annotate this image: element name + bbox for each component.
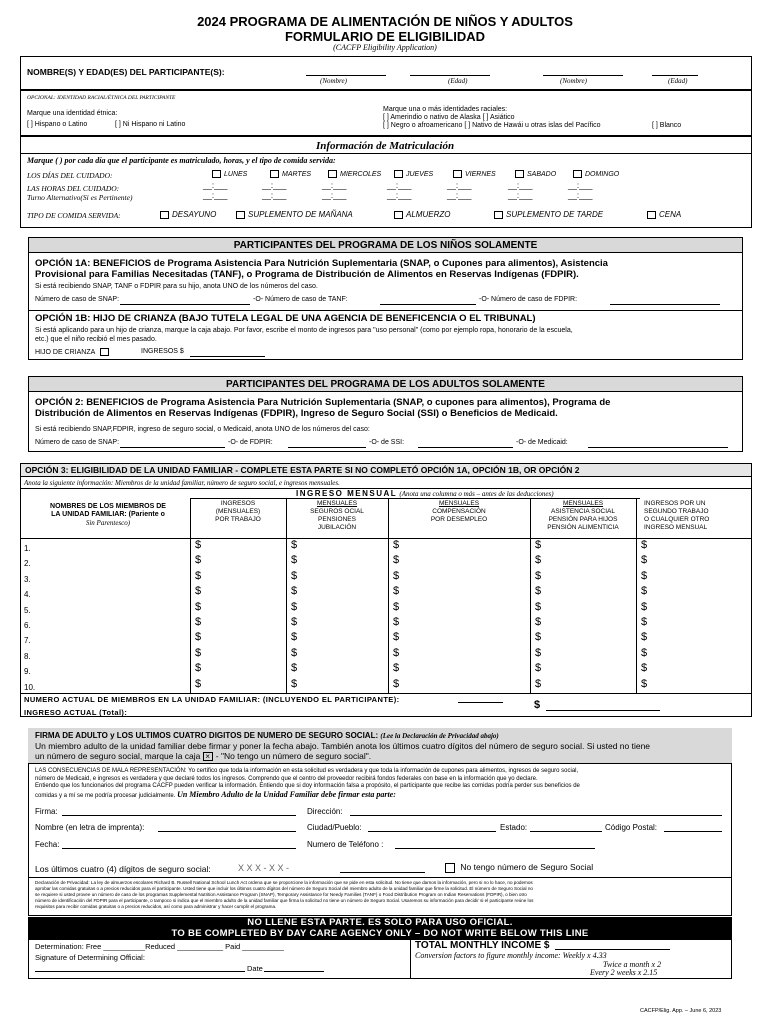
household-member-name-field[interactable]	[40, 647, 188, 660]
option-1a-line2: Provisional para Familias Necesitadas (TANF), o Programa de Distribución de Alimentos en Reservas Indígenas (FDPIR).	[35, 269, 579, 280]
income-cell[interactable]: $	[291, 646, 298, 659]
snap-case-field[interactable]	[120, 304, 250, 305]
col-work-income: INGRESOS (MENSUALES) POR TRABAJO	[215, 500, 261, 523]
adults-bar: PARTICIPANTES DEL PROGRAMA DE LOS ADULTOS SOLAMENTE	[28, 376, 743, 392]
income-cell[interactable]: $	[291, 616, 298, 628]
codigo-label: Código Postal:	[605, 823, 658, 832]
income-cell[interactable]: $	[291, 631, 298, 644]
col-members-line3: Sin Parentesco)	[85, 519, 131, 527]
total-members-field[interactable]	[458, 702, 503, 703]
signature-title: FIRMA DE ADULTO y LOS ULTIMOS CUATRO DIGITOS DE NUMERO DE SEGURO SOCIAL: (Lee la Declaración de Privacidad abajo)	[35, 731, 499, 740]
direccion-field[interactable]	[350, 815, 722, 816]
conversion-twice-month: Twice a month x 2	[603, 960, 662, 969]
household-row-number: 8.	[24, 651, 31, 661]
option-2-line2: Distribución de Alimentos en Reservas Indígenas (FDPIR), Ingreso de Seguro Social (SSI) o Beneficios de Medicaid.	[35, 408, 558, 419]
nombre-field[interactable]	[158, 831, 296, 832]
income-cell[interactable]: $	[291, 569, 298, 582]
meal-breakfast[interactable]: DESAYUNO	[160, 210, 216, 219]
income-header: INGRESO MENSUAL (Anota una columna o más – antes de las deducciones)	[296, 489, 554, 498]
income-cell[interactable]: $	[393, 646, 400, 659]
consequences-line1: LAS CONSECUENCIAS DE MALA REPRESENTACIÓN: Yo certifico que toda la información en esta solicitud es verdadera y que toda la información de cupones para alimentos, ingresos de seguro social,	[35, 768, 579, 774]
race-options-2[interactable]: [ ] Negro o afroamericano [ ] Nativo de Hawái u otras islas del Pacífico	[383, 122, 601, 129]
official-use-bar: NO LLENE ESTA PARTE. ES SOLO PARA USO OFICIAL. TO BE COMPLETED BY DAY CARE AGENCY ONLY – DO NOT WRITE BELOW THIS LINE	[28, 917, 732, 939]
day-wednesday[interactable]: MIERCOLES	[328, 170, 381, 178]
household-row-number: 3.	[24, 574, 31, 584]
option-1b-title: OPCIÓN 1B: HIJO DE CRIANZA (BAJO TUTELA LEGAL DE UNA AGENCIA DE BENEFICENCIA O EL TRIBUNAL)	[35, 313, 536, 324]
income-cell[interactable]: $	[535, 569, 542, 582]
income-cell[interactable]: $	[641, 600, 648, 613]
option-3-instructions: Anota la siguiente información: Miembros de la unidad familiar, número de seguro social, e ingresos mensuales.	[24, 479, 340, 487]
household-member-name-field[interactable]	[40, 678, 188, 691]
race-option-white[interactable]: [ ] Blanco	[652, 122, 682, 129]
income-cell[interactable]: $	[393, 616, 400, 628]
household-row-number: 9.	[24, 667, 31, 677]
day-thursday[interactable]: JUEVES	[394, 170, 433, 178]
income-cell[interactable]: $	[195, 554, 202, 567]
adult-fdpir-field[interactable]	[288, 447, 366, 448]
adult-ssi-field[interactable]	[418, 447, 513, 448]
household-member-name-field[interactable]	[40, 662, 188, 675]
actual-income-label: INGRESO ACTUAL (Total):	[24, 708, 128, 717]
income-cell[interactable]: $	[291, 677, 298, 690]
income-cell[interactable]: $	[195, 677, 202, 690]
total-monthly-field[interactable]	[555, 949, 670, 950]
col-edad-2: (Edad)	[668, 77, 688, 85]
consequences-line4: comidas y a mí se me podría procesar judicialmente. Un Miembro Adulto de la Unidad Familiar debe firmar esta parte:	[35, 790, 396, 799]
total-monthly-income: TOTAL MONTHLY INCOME $	[415, 940, 550, 951]
not-hispanic-option[interactable]: [ ] Ni Hispano ni Latino	[115, 121, 186, 128]
page-title: 2024 PROGRAMA DE ALIMENTACIÓN DE NIÑOS Y ADULTOS	[197, 14, 573, 29]
race-options-1[interactable]: [ ] Amerindio o nativo de Alaska [ ] Asiático	[383, 114, 515, 121]
income-cell[interactable]: $	[195, 539, 202, 551]
income-cell[interactable]: $	[535, 585, 542, 598]
day-monday[interactable]: LUNES	[212, 170, 247, 178]
income-cell[interactable]: $	[393, 600, 400, 613]
hispanic-option[interactable]: [ ] Hispano o Latino	[27, 121, 88, 128]
adult-medicaid-label: -O- de Medicaid:	[516, 439, 568, 446]
household-row-number: 4.	[24, 590, 31, 600]
household-member-name-field[interactable]	[40, 570, 188, 583]
income-cell[interactable]: $	[641, 616, 648, 628]
privacy-line5: requisitos para recibir comidas gratuitas o a precios reducidos, así como para administrar y hacer cumplir el programa.	[35, 904, 277, 909]
household-row-number: 1.	[24, 544, 31, 553]
income-cell[interactable]: $	[535, 662, 542, 675]
income-cell[interactable]: $	[641, 539, 648, 551]
income-cell[interactable]: $	[641, 554, 648, 567]
privacy-line2: aprobar las comidas gratuitas o a precios reducidos para el participante. Usted tiene que incluir los últimos cuatro dígitos del número de Seguro Social del miembro adulto de la unidad familiar que firme la solicitud. El número de Seguro Social no	[35, 886, 533, 891]
meal-lunch[interactable]: ALMUERZO	[394, 210, 450, 219]
adult-snap-field[interactable]	[120, 447, 225, 448]
tanf-case-field[interactable]	[380, 304, 476, 305]
option-2-line1: OPCIÓN 2: BENEFICIOS de Programa Asistencia Para Nutrición Suplementaria (SNAP, o cupones para alimentos), Programa de	[35, 397, 611, 408]
income-cell[interactable]: $	[291, 662, 298, 675]
household-row-number: 2.	[24, 559, 31, 569]
col-edad-1: (Edad)	[448, 77, 468, 85]
income-cell[interactable]: $	[195, 600, 202, 613]
enrollment-title: Información de Matriculación	[315, 140, 455, 152]
day-tuesday[interactable]: MARTES	[270, 170, 311, 178]
adult-medicaid-field[interactable]	[588, 447, 728, 448]
income-cell[interactable]: $	[393, 569, 400, 582]
option-1b-note1: Si está aplicando para un hijo de crianza, marque la caja abajo. Por favor, escribe el monto de ingresos para "uso personal" (como por ejemplo ropa, honorario de la escuela,	[35, 327, 573, 334]
firma-field[interactable]	[62, 815, 296, 816]
income-cell[interactable]: $	[641, 631, 648, 644]
official-date-field[interactable]	[264, 971, 324, 972]
signature-line1: Un miembro adulto de la unidad familiar debe firmar y poner la fecha abajo. También anota los últimos cuatro dígitos del número de seguro social. Si usted no tiene	[35, 741, 651, 751]
col-welfare: MENSUALES ASISTENCIA SOCIAL PENSIÓN PARA HIJOS PENSIÓN ALIMENTICIA	[547, 500, 619, 531]
meal-am-snack[interactable]: SUPLEMENTO DE MAÑANA	[236, 210, 353, 219]
household-row-number: 5.	[24, 605, 31, 615]
fdpir-case-label: -O- Número de caso de FDPIR:	[479, 296, 578, 303]
income-cell[interactable]: $	[195, 616, 202, 628]
income-cell[interactable]: $	[291, 539, 298, 551]
actual-income-field[interactable]	[150, 716, 230, 717]
col-unemployment: MENSUALES COMPENSACIÓN POR DESEMPLEO	[430, 500, 488, 523]
ethnicity-optional-label: OPCIONAL: IDENTIDAD RACIAL/ÉTNICA DEL PARTICIPANTE	[27, 95, 176, 101]
meal-pm-snack[interactable]: SUPLEMENTO DE TARDE	[494, 210, 603, 219]
fdpir-case-field[interactable]	[610, 304, 720, 305]
direccion-label: Dirección:	[307, 807, 343, 816]
privacy-line4: número de identificación del FDPIR para el participante, o tampoco si indica que el miembro adulto de la unidad familiar que firma la solicitud no tiene un número de Seguro Social. Usaremos su información para decidir si el participante reúne los	[35, 898, 534, 903]
household-member-name-field[interactable]	[40, 616, 188, 629]
firma-label: Firma:	[35, 807, 58, 816]
income-cell[interactable]: $	[393, 585, 400, 598]
income-cell[interactable]: $	[535, 677, 542, 690]
col-nombre-2: (Nombre)	[560, 77, 587, 85]
income-cell[interactable]: $	[535, 631, 542, 644]
option-1a-line1: OPCIÓN 1A: BENEFICIOS de Programa Asistencia Para Nutrición Suplementaria (SNAP, o Cupones para alimentos), Asistencia	[35, 258, 608, 269]
household-row-number: 6.	[24, 621, 31, 630]
adult-ssi-label: -O- de SSI:	[369, 439, 405, 446]
income-cell[interactable]: $	[195, 646, 202, 659]
ethnic-label: Marque una identidad étnica:	[27, 110, 118, 117]
racial-label: Marque una o más identidades raciales:	[383, 106, 508, 113]
household-member-name-field[interactable]	[40, 554, 188, 567]
total-members-label: NUMERO ACTUAL DE MIEMBROS EN LA UNIDAD FAMILIAR: (INCLUYENDO EL PARTICIPANTE):	[24, 695, 400, 704]
income-cell[interactable]: $	[641, 646, 648, 659]
ssn-label: Los últimos cuatro (4) dígitos de seguro social:	[35, 864, 211, 874]
foster-income-label: INGRESOS $	[141, 348, 184, 355]
ssn-mask: X X X - X X -	[238, 863, 290, 873]
meal-dinner[interactable]: CENA	[647, 210, 681, 219]
day-friday[interactable]: VIERNES	[453, 170, 496, 178]
household-member-name-field[interactable]	[40, 601, 188, 614]
snap-case-label: Número de caso de SNAP:	[35, 296, 120, 303]
ciudad-label: Ciudad/Pueblo:	[307, 823, 362, 832]
determining-official-field[interactable]	[35, 971, 245, 972]
income-cell[interactable]: $	[535, 646, 542, 659]
income-cell[interactable]: $	[641, 677, 648, 690]
income-cell[interactable]: $	[641, 662, 648, 675]
income-cell[interactable]: $	[535, 539, 542, 551]
form-subtitle: FORMULARIO DE ELIGIBILIDAD	[284, 29, 486, 44]
col-members-line1: NOMBRES DE LOS MIEMBROS DE	[50, 503, 166, 510]
nombre-label: Nombre (en letra de imprenta):	[35, 823, 145, 832]
col-nombre-1: (Nombre)	[320, 77, 347, 85]
option-2-note: Si está recibiendo SNAP,FDPIR, ingreso de seguro social, o Medicaid, anota UNO de los números del caso:	[35, 426, 370, 433]
participants-label: NOMBRE(S) Y EDAD(ES) DEL PARTICIPANTE(S):	[27, 67, 225, 77]
enrollment-instructions: Marque ( ) por cada día que el participante es matriculado, horas, y el tipo de comida servida:	[27, 156, 336, 165]
total-income-dollar: $	[534, 699, 541, 711]
income-cell[interactable]: $	[535, 600, 542, 613]
income-cell[interactable]: $	[535, 616, 542, 628]
income-cell[interactable]: $	[195, 585, 202, 598]
children-bar: PARTICIPANTES DEL PROGRAMA DE LOS NIÑOS SOLAMENTE	[28, 237, 743, 253]
household-member-name-field[interactable]	[40, 585, 188, 598]
household-member-name-field[interactable]	[40, 631, 188, 644]
income-cell[interactable]: $	[195, 662, 202, 675]
alt-shift-label: Turno Alternativo(Si es Pertinente)	[27, 193, 133, 202]
estado-label: Estado:	[500, 823, 528, 832]
tanf-case-label: -O- Número de caso de TANF:	[253, 296, 348, 303]
income-cell[interactable]: $	[393, 631, 400, 644]
signature-line2: un número de seguro social, marque la caja × - "No tengo un número de seguro social".	[35, 751, 372, 762]
income-cell[interactable]: $	[291, 554, 298, 567]
ciudad-field[interactable]	[368, 831, 496, 832]
day-sunday[interactable]: DOMINGO	[573, 170, 619, 178]
official-date-label: Date	[247, 964, 263, 973]
privacy-line3: se requiere si usted provee un número de caso de los programas Supplemental Nutrition Assistance Program (SNAP), Temporary Assistance for Needy Families (TANF) o Food Distribution Program on Indian Reservations (FDPIR), o bien otro	[35, 892, 527, 897]
option-1a-note: Si está recibiendo SNAP, TANF o FDPIR para su hijo, anota UNO de los números del caso.	[35, 283, 318, 290]
household-row-number: 7.	[24, 636, 31, 646]
option-3-bar: OPCIÓN 3: ELIGIBILIDAD DE LA UNIDAD FAMILIAR - COMPLETE ESTA PARTE SI NO COMPLETÓ OPCIÓN 1A, OPCIÓN 1B, OR OPCIÓN 2	[20, 463, 752, 477]
form-subtitle-english: (CACFP Eligibility Application)	[333, 43, 437, 52]
estado-field[interactable]	[530, 831, 602, 832]
privacy-line1: Declaración de Privacidad: La ley de almuerzos escolares Richard B. Russell National School Lunch Act ordena que se proporcione la información que se pide en esta solicitud. No tiene que darnos la información, pero si no lo hace, no podemos	[35, 880, 533, 885]
codigo-field[interactable]	[664, 831, 722, 832]
telefono-field[interactable]	[395, 848, 595, 849]
telefono-label: Numero de Teléfono :	[307, 840, 384, 849]
consequences-line3: Entiendo que los funcionarios del programa CACFP pueden verificar la información. Entiendo que si doy información falsa a propósito, el participante que recibe las comidas podría perder sus beneficios de	[35, 783, 580, 789]
determination-line[interactable]: Determination: Free __________Reduced ___________ Paid __________	[35, 942, 284, 951]
total-income-field[interactable]	[546, 710, 660, 711]
income-cell[interactable]: $	[195, 569, 202, 582]
income-cell[interactable]: $	[195, 631, 202, 644]
fecha-field[interactable]	[62, 848, 296, 849]
income-cell[interactable]: $	[291, 600, 298, 613]
days-label: LOS DÍAS DEL CUIDADO:	[27, 171, 113, 180]
income-cell[interactable]: $	[393, 539, 400, 551]
hours-label: LAS HORAS DEL CUIDADO:	[27, 184, 120, 193]
household-member-name-field[interactable]	[40, 539, 188, 552]
col-social-security: MENSUALES SEGUROS OCIAL PENSIONES JUBILACIÓN	[310, 500, 364, 531]
household-row-number: 10.	[24, 682, 36, 692]
income-cell[interactable]: $	[641, 585, 648, 598]
col-other-income: INGRESOS POR UN SEGUNDO TRABAJO O CUALQUIER OTRO INGRESO MENSUAL	[644, 500, 710, 531]
income-cell[interactable]: $	[291, 585, 298, 598]
fecha-label: Fecha:	[35, 840, 60, 849]
income-cell[interactable]: $	[641, 569, 648, 582]
meal-type-label: TIPO DE COMIDA SERVIDA:	[27, 211, 121, 220]
day-saturday[interactable]: SABADO	[515, 170, 556, 178]
foster-income-field[interactable]	[190, 356, 265, 357]
no-ssn-checkbox[interactable]: No tengo número de Seguro Social	[445, 862, 593, 873]
adult-fdpir-label: -O- de FDPIR:	[228, 439, 273, 446]
income-cell[interactable]: $	[535, 554, 542, 567]
footer-version: CACFP/Elig. App. – June 6, 2023	[640, 1008, 722, 1014]
consequences-line2: número de Medicaid, e ingresos es verdadera y que declaré todos los ingresos. Comprendo que el centro del proveedor recibirá fondos federales con base en la información que yo declare.	[35, 776, 538, 782]
ssn-field[interactable]	[340, 872, 425, 873]
income-cell[interactable]: $	[393, 554, 400, 567]
conversion-biweekly: Every 2 weeks x 2.15	[590, 968, 658, 977]
option-1b-note2: etc.) que el niño recibió el mes pasado.	[35, 336, 157, 343]
col-members-line2: LA UNIDAD FAMILIAR: (Pariente o	[51, 511, 165, 518]
determining-official-label: Signature of Determining Official:	[35, 953, 145, 962]
conversion-weekly: Conversion factors to figure monthly income: Weekly x 4.33	[415, 951, 607, 960]
income-cell[interactable]: $	[393, 677, 400, 690]
foster-child-checkbox[interactable]: HIJO DE CRIANZA	[35, 348, 112, 356]
adult-snap-label: Número de caso de SNAP:	[35, 439, 120, 446]
income-cell[interactable]: $	[393, 662, 400, 675]
